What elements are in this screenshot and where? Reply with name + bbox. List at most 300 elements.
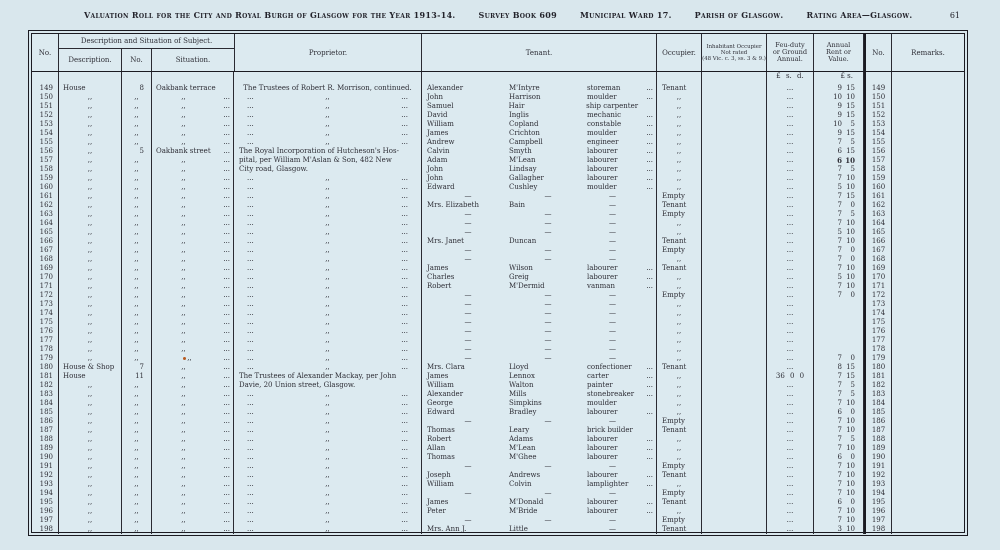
- row-number-right: 155: [864, 138, 892, 147]
- occupier: ,,: [657, 408, 702, 417]
- header-inhabitant-line1: Inhabitant Occupier: [706, 43, 762, 50]
- situation: [152, 453, 234, 462]
- row-number-right: 157: [864, 156, 892, 165]
- occupier: ,,: [657, 444, 702, 453]
- ditto-mark: ,,: [325, 399, 330, 407]
- tenant-occupation: brick builder: [587, 426, 633, 434]
- situation: [152, 219, 234, 228]
- tenant-forename: —: [464, 489, 472, 497]
- street-number: ,,: [122, 462, 152, 471]
- leader-dots: ...: [223, 147, 230, 155]
- row-number-right: 173: [864, 300, 892, 309]
- tenant-occupation: lamplighter: [587, 480, 629, 488]
- leader-dots: ...: [223, 480, 230, 488]
- feu-duty: 36 0 0: [767, 372, 814, 381]
- inhabitant-occupier: [702, 453, 767, 462]
- table-row: [32, 300, 964, 309]
- tenant-surname: —: [544, 327, 552, 335]
- row-number: 149: [32, 84, 59, 93]
- table-row: [32, 201, 964, 210]
- rent-shillings: 5: [850, 138, 855, 146]
- ditto-mark: ...: [247, 255, 254, 263]
- situation: [152, 102, 234, 111]
- page-number: 61: [949, 11, 960, 20]
- row-number-right: 194: [864, 489, 892, 498]
- ditto-mark: ...: [247, 120, 254, 128]
- situation-text: ,,: [181, 210, 186, 218]
- table-body: [32, 84, 964, 534]
- rent-shillings: [842, 327, 855, 336]
- tenant-occupation: painter: [587, 381, 613, 389]
- row-number: 159: [32, 174, 59, 183]
- situation-text: Oakbank street: [156, 147, 211, 155]
- row-number: 165: [32, 228, 59, 237]
- annual-rent: [814, 147, 864, 156]
- annual-rent: [814, 399, 864, 408]
- leader-dots: ...: [223, 282, 230, 290]
- inhabitant-occupier: [702, 291, 767, 300]
- tenant-surname: Simpkins: [509, 399, 542, 407]
- situation: [152, 129, 234, 138]
- tenant-occupation: labourer: [587, 444, 618, 452]
- street-number: ,,: [122, 102, 152, 111]
- tenant-occupation: ship carpenter: [586, 102, 639, 110]
- tenant-occupation: labourer: [587, 453, 618, 461]
- description: ,,: [59, 417, 122, 426]
- rent-pounds: 6: [837, 408, 842, 416]
- tenant: [422, 309, 657, 318]
- situation-text: ,,: [181, 462, 186, 470]
- header-feu-duty: [767, 34, 814, 71]
- proprietor: [234, 102, 422, 111]
- annual-rent: [814, 372, 864, 381]
- leader-dots: ...: [223, 93, 230, 101]
- tenant: [422, 516, 657, 525]
- feu-duty: ...: [767, 516, 814, 525]
- feu-duty: ...: [767, 111, 814, 120]
- ditto-mark: ,,: [325, 264, 330, 272]
- leader-dots: ...: [223, 183, 230, 191]
- remarks: [892, 417, 964, 426]
- street-number: 11: [122, 372, 152, 381]
- annual-rent: [814, 210, 864, 219]
- inhabitant-occupier: [702, 264, 767, 273]
- remarks: [892, 183, 964, 192]
- tenant-occupation: —: [609, 192, 616, 200]
- situation: [152, 111, 234, 120]
- tenant-occupation: —: [609, 354, 616, 362]
- ditto-mark: ...: [401, 255, 408, 263]
- ditto-mark: ...: [401, 426, 408, 434]
- proprietor: [234, 435, 422, 444]
- tenant: [422, 282, 657, 291]
- street-number: ,,: [122, 264, 152, 273]
- tenant-forename: —: [464, 354, 472, 362]
- rent-pounds: 7: [837, 138, 842, 146]
- situation: [152, 174, 234, 183]
- tenant-surname: Duncan: [509, 237, 537, 245]
- tenant-occupation: labourer: [587, 273, 618, 281]
- tenant: [422, 363, 657, 372]
- rent-shillings: 10: [846, 417, 855, 425]
- description: ,,: [59, 318, 122, 327]
- tenant: [422, 165, 657, 174]
- row-number: 151: [32, 102, 59, 111]
- header-rent-line2: Rent or: [826, 47, 851, 56]
- inhabitant-occupier: [702, 471, 767, 480]
- rent-shillings: 5: [850, 435, 855, 443]
- description: ,,: [59, 489, 122, 498]
- feu-duty: ...: [767, 246, 814, 255]
- street-number: ,,: [122, 300, 152, 309]
- description: ,,: [59, 435, 122, 444]
- valuation-table: [31, 33, 965, 533]
- inhabitant-occupier: [702, 192, 767, 201]
- rent-pounds: 9: [837, 111, 842, 119]
- ditto-mark: ...: [247, 516, 254, 524]
- leader-dots: ...: [646, 453, 653, 461]
- description: ,,: [59, 444, 122, 453]
- ditto-mark: ...: [247, 129, 254, 137]
- leader-dots: ...: [223, 516, 230, 524]
- annual-rent: [814, 525, 864, 534]
- tenant: [422, 237, 657, 246]
- situation: [152, 498, 234, 507]
- rent-pounds: 7: [837, 507, 842, 515]
- row-number: 158: [32, 165, 59, 174]
- row-number-right: 183: [864, 390, 892, 399]
- leader-dots: ...: [646, 507, 653, 515]
- rent-pounds: 7: [837, 219, 842, 227]
- occupier: Tenant: [657, 264, 702, 273]
- situation: [152, 138, 234, 147]
- tenant-forename: James: [427, 129, 449, 137]
- situation: [152, 462, 234, 471]
- row-number: 178: [32, 345, 59, 354]
- ditto-mark: ...: [247, 408, 254, 416]
- rent-shillings: 0: [850, 246, 855, 254]
- leader-dots: ...: [223, 399, 230, 407]
- tenant: [422, 129, 657, 138]
- table-row: [32, 426, 964, 435]
- situation-text: ,,: [181, 156, 186, 164]
- proprietor: [234, 300, 422, 309]
- ditto-mark: ...: [247, 399, 254, 407]
- remarks: [892, 138, 964, 147]
- row-number: 181: [32, 372, 59, 381]
- occupier: ,,: [657, 219, 702, 228]
- occupier: ,,: [657, 309, 702, 318]
- tenant-forename: —: [464, 219, 472, 227]
- tenant-surname: Andrews: [509, 471, 541, 479]
- remarks: [892, 327, 964, 336]
- ditto-mark: ,,: [325, 480, 330, 488]
- tenant-forename: Calvin: [427, 147, 450, 155]
- remarks: [892, 156, 964, 165]
- tenant-occupation: —: [609, 237, 616, 245]
- remarks: [892, 228, 964, 237]
- feu-duty: ...: [767, 93, 814, 102]
- tenant-occupation: —: [609, 309, 616, 317]
- ditto-mark: ,,: [325, 453, 330, 461]
- tenant: [422, 408, 657, 417]
- description: ,,: [59, 129, 122, 138]
- table-row: [32, 183, 964, 192]
- row-number-right: 177: [864, 336, 892, 345]
- feu-duty: ...: [767, 156, 814, 165]
- ditto-mark: ,,: [325, 102, 330, 110]
- ditto-mark: ...: [401, 345, 408, 353]
- leader-dots: ...: [223, 318, 230, 326]
- street-number: ,,: [122, 507, 152, 516]
- leader-dots: ...: [646, 282, 653, 290]
- situation-text: ,,: [181, 237, 186, 245]
- tenant: [422, 120, 657, 129]
- situation-text: ,,: [181, 399, 186, 407]
- situation-text: ,,: [181, 435, 186, 443]
- tenant-surname: —: [544, 462, 552, 470]
- occupier: ,,: [657, 138, 702, 147]
- rent-pounds: 5: [837, 273, 842, 281]
- rent-pounds: 7: [837, 489, 842, 497]
- rent-shillings: 0: [850, 408, 855, 416]
- proprietor: [234, 426, 422, 435]
- row-number-right: 165: [864, 228, 892, 237]
- leader-dots: ...: [223, 435, 230, 443]
- ditto-mark: ...: [401, 408, 408, 416]
- rent-pounds: 7: [837, 192, 842, 200]
- inhabitant-occupier: [702, 516, 767, 525]
- situation: [152, 156, 234, 165]
- ditto-mark: ...: [401, 354, 408, 362]
- leader-dots: ...: [646, 372, 653, 380]
- situation: [152, 210, 234, 219]
- remarks: [892, 300, 964, 309]
- inhabitant-occupier: [702, 507, 767, 516]
- ditto-mark: ,,: [325, 498, 330, 506]
- row-number-right: 156: [864, 147, 892, 156]
- occupier: ,,: [657, 228, 702, 237]
- tenant-occupation: —: [609, 300, 616, 308]
- tenant-surname: —: [544, 489, 552, 497]
- street-number: ,,: [122, 255, 152, 264]
- situation: [152, 192, 234, 201]
- rent-pounds: 9: [837, 129, 842, 137]
- leader-dots: ...: [223, 507, 230, 515]
- tenant-occupation: labourer: [587, 507, 618, 515]
- feu-duty: ...: [767, 237, 814, 246]
- remarks: [892, 408, 964, 417]
- table-row: [32, 192, 964, 201]
- situation-text: ,,: [181, 300, 186, 308]
- rent-shillings: 15: [846, 192, 855, 200]
- row-number-right: 186: [864, 417, 892, 426]
- situation: [152, 444, 234, 453]
- tenant-surname: M'Lean: [509, 156, 536, 164]
- remarks: [892, 354, 964, 363]
- tenant-surname: —: [544, 291, 552, 299]
- table-row: [32, 327, 964, 336]
- rent-pounds: 8: [837, 363, 842, 371]
- feu-duty: ...: [767, 147, 814, 156]
- rent-shillings: 10: [846, 462, 855, 470]
- table-row: [32, 507, 964, 516]
- ditto-mark: ,,: [325, 345, 330, 353]
- occupier: ,,: [657, 435, 702, 444]
- occupier: ,,: [657, 390, 702, 399]
- row-number-right: 167: [864, 246, 892, 255]
- rent-shillings: [842, 318, 855, 327]
- table-row: [32, 282, 964, 291]
- tenant-surname: Colvin: [509, 480, 532, 488]
- proprietor: [234, 453, 422, 462]
- situation: [152, 408, 234, 417]
- leader-dots: ...: [223, 237, 230, 245]
- inhabitant-occupier: [702, 129, 767, 138]
- inhabitant-occupier: [702, 255, 767, 264]
- annual-rent: [814, 318, 864, 327]
- units-spacer: [702, 72, 767, 84]
- occupier: ,,: [657, 102, 702, 111]
- inhabitant-occupier: [702, 282, 767, 291]
- rent-pounds: 7: [837, 165, 842, 173]
- ditto-mark: ...: [247, 453, 254, 461]
- row-number: 150: [32, 93, 59, 102]
- row-number: 171: [32, 282, 59, 291]
- leader-dots: ...: [223, 102, 230, 110]
- annual-rent: [814, 228, 864, 237]
- leader-dots: ...: [646, 471, 653, 479]
- tenant-surname: Lennox: [509, 372, 535, 380]
- inhabitant-occupier: [702, 525, 767, 534]
- description: ,,: [59, 426, 122, 435]
- leader-dots: [638, 525, 656, 534]
- description: ,,: [59, 309, 122, 318]
- tenant: [422, 345, 657, 354]
- ditto-mark: ...: [247, 210, 254, 218]
- remarks: [892, 480, 964, 489]
- inhabitant-occupier: [702, 390, 767, 399]
- occupier: Tenant: [657, 363, 702, 372]
- annual-rent: [814, 507, 864, 516]
- annual-rent: [814, 156, 864, 165]
- situation-text: ,,: [181, 165, 186, 173]
- situation-text: ,,: [181, 489, 186, 497]
- situation: [152, 345, 234, 354]
- tenant-occupation: engineer: [587, 138, 619, 146]
- units-spacer: [422, 72, 657, 84]
- rent-shillings: 10: [846, 174, 855, 182]
- remarks: [892, 462, 964, 471]
- rent-pounds: [829, 327, 842, 336]
- situation: [152, 183, 234, 192]
- situation: [152, 327, 234, 336]
- inhabitant-occupier: [702, 201, 767, 210]
- units-spacer: [59, 72, 122, 84]
- table-row: [32, 453, 964, 462]
- remarks: [892, 426, 964, 435]
- rent-shillings: 10: [846, 516, 855, 524]
- remarks: [892, 219, 964, 228]
- tenant-surname: —: [544, 300, 552, 308]
- rent-shillings: [842, 300, 855, 309]
- proprietor: [234, 489, 422, 498]
- leader-dots: [638, 417, 656, 426]
- leader-dots: [638, 489, 656, 498]
- tenant-forename: —: [464, 336, 472, 344]
- ditto-mark: ...: [247, 228, 254, 236]
- ditto-mark: ...: [247, 219, 254, 227]
- ditto-mark: ...: [247, 183, 254, 191]
- ditto-mark: ...: [401, 273, 408, 281]
- rent-shillings: 5: [850, 390, 855, 398]
- description: ,,: [59, 111, 122, 120]
- rent-pounds: 7: [837, 255, 842, 263]
- tenant-occupation: —: [609, 516, 616, 524]
- feu-duty: ...: [767, 354, 814, 363]
- table-row: [32, 219, 964, 228]
- units-spacer: [864, 72, 892, 84]
- tenant-occupation: labourer: [587, 264, 618, 272]
- situation: [152, 336, 234, 345]
- tenant: [422, 525, 657, 534]
- table-header: [32, 34, 964, 72]
- rent-pounds: 9: [837, 84, 842, 92]
- remarks: [892, 435, 964, 444]
- leader-dots: [638, 246, 656, 255]
- rent-pounds: 6: [837, 156, 842, 165]
- rent-shillings: 10: [846, 471, 855, 479]
- ditto-mark: ,,: [325, 282, 330, 290]
- rent-shillings: 10: [846, 273, 855, 281]
- inhabitant-occupier: [702, 318, 767, 327]
- ditto-mark: ...: [247, 111, 254, 119]
- row-number-right: 198: [864, 525, 892, 534]
- leader-dots: ...: [646, 174, 653, 182]
- survey-book-label: Survey Book 609: [478, 10, 558, 20]
- proprietor: [234, 174, 422, 183]
- street-number: ,,: [122, 444, 152, 453]
- table-row: [32, 363, 964, 372]
- tenant-occupation: —: [609, 291, 616, 299]
- leader-dots: ...: [223, 201, 230, 209]
- remarks: [892, 525, 964, 534]
- tenant-forename: —: [464, 417, 472, 425]
- ditto-mark: ...: [401, 93, 408, 101]
- header-proprietor: Proprietor.: [235, 34, 422, 71]
- table-row: [32, 93, 964, 102]
- tenant: [422, 273, 657, 282]
- ditto-mark: ,,: [325, 489, 330, 497]
- header-rent-line3: Value.: [828, 55, 849, 64]
- tenant: [422, 498, 657, 507]
- row-number: 152: [32, 111, 59, 120]
- situation-text: ,,: [181, 525, 186, 533]
- inhabitant-occupier: [702, 102, 767, 111]
- rent-shillings: [842, 336, 855, 345]
- street-number: ,,: [122, 426, 152, 435]
- leader-dots: ...: [646, 111, 653, 119]
- row-number-right: 150: [864, 93, 892, 102]
- ditto-mark: ...: [247, 336, 254, 344]
- occupier: ,,: [657, 147, 702, 156]
- rent-pounds: 7: [837, 417, 842, 425]
- ditto-mark: ,,: [325, 219, 330, 227]
- tenant: [422, 93, 657, 102]
- ditto-mark: ,,: [325, 318, 330, 326]
- inhabitant-occupier: [702, 111, 767, 120]
- tenant-surname: Copland: [509, 120, 539, 128]
